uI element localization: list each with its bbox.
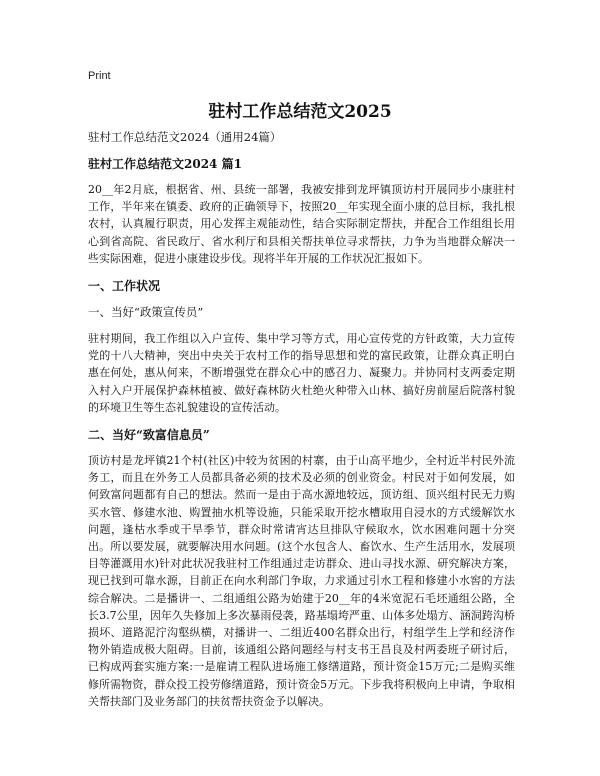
print-label[interactable]: Print — [88, 70, 111, 82]
intro-paragraph: 20__年2月底，根据省、州、县统一部署，我被安排到龙坪镇顶访村开展同步小康驻村工作，半年来在镇委、政府的正确领导下，按照20__年实现全面小康的总目标，我扎根农村，认真履行职责，用心发挥主观能动性，结合实际制定帮扶，并配合工作组组长用心到省高院、省民政厅、省水利厅和县相关帮扶单位寻求帮扶，力争为当地群众解决一些实际困难，促进小康建设步伐。现将半年开展的工作状况汇报如下。 — [88, 183, 515, 265]
chapter-title: 驻村工作总结范文2024 篇1 — [88, 157, 242, 171]
policy-paragraph: 驻村期间，我工作组以入户宣传、集中学习等方式，用心宣传党的方针政策，大力宣传党的十八大精神，突出中央关于农村工作的指导思想和党的富民政策，让群众真正明白惠在何处，惠从何来，不断增强党在群众心中的感召力、凝聚力。并协同村支两委定期入村入户开展保护森林植被、做好森林防火杜绝火种带入山林、搞好房前屋后院落村貌的环境卫生等生态礼貌建设的宣传活动。 — [88, 332, 515, 414]
subheading-policy-promoter: 一、当好“政策宣传员” — [88, 305, 204, 320]
wealth-info-paragraph: 顶访村是龙坪镇21个村(社区)中较为贫困的村寨，由于山高平地少，全村近半村民外流务工，而且在外务工人员都具备必须的技术及必须的创业资金。村民对于如何发展，如何致富问题都有自己的想法。然而一是由于高水源地较远，顶访组、顶兴组村民无力购买水管、修建水池、购置抽水机等设施，只能采取开挖水槽取用自浸水的方式缓解饮水问题，逢枯水季或干旱季节，群众时常请宵达旦排队守候取水，饮水困难问题十分突出。所以要发展，就要解决用水问题。(这个水包含人、畜饮水、生产生活用水，发展项目等灌溉用水)针对此状况我驻村工作组通过走访群众、进山寻找水源、研究解决方案，现已找到可靠水源，目前正在向水利部门争取，力求通过引水工程和修建小水窖的方法综合解决。二是播讲一、二组通组公路为始建于20__年的4米宽泥石毛坯通组公路，全长3.7公里，因年久失修加上多次暴雨侵袭，路基塌垮严重、山体多处塌方、涵洞跨沟桥损坏、道路泥泞沟壑纵横，对播讲一、二组近400名群众出行，村组学生上学和经济作物外销造成极大阻碍。目前，该通组公路问题经与村支书王昌良及村两委班子研讨后，已构成两套实施方案:一是雇请工程队进场施工修缮道路，预计资金15万元;二是购买维修所需物资，群众投工投劳修缮道路，预计资金5万元。下步我将积极向上申请，争取相关帮扶部门及业务部门的扶贫帮扶资金予以解决。 — [88, 454, 515, 708]
document-title: 驻村工作总结范文2025 — [208, 102, 392, 122]
section-heading-wealth-info: 二、当好“致富信息员” — [88, 428, 210, 443]
document-subtitle: 驻村工作总结范文2024（通用24篇） — [88, 130, 282, 144]
document-body — [88, 128, 515, 720]
section-heading-work-status: 一、工作状况 — [88, 279, 161, 294]
